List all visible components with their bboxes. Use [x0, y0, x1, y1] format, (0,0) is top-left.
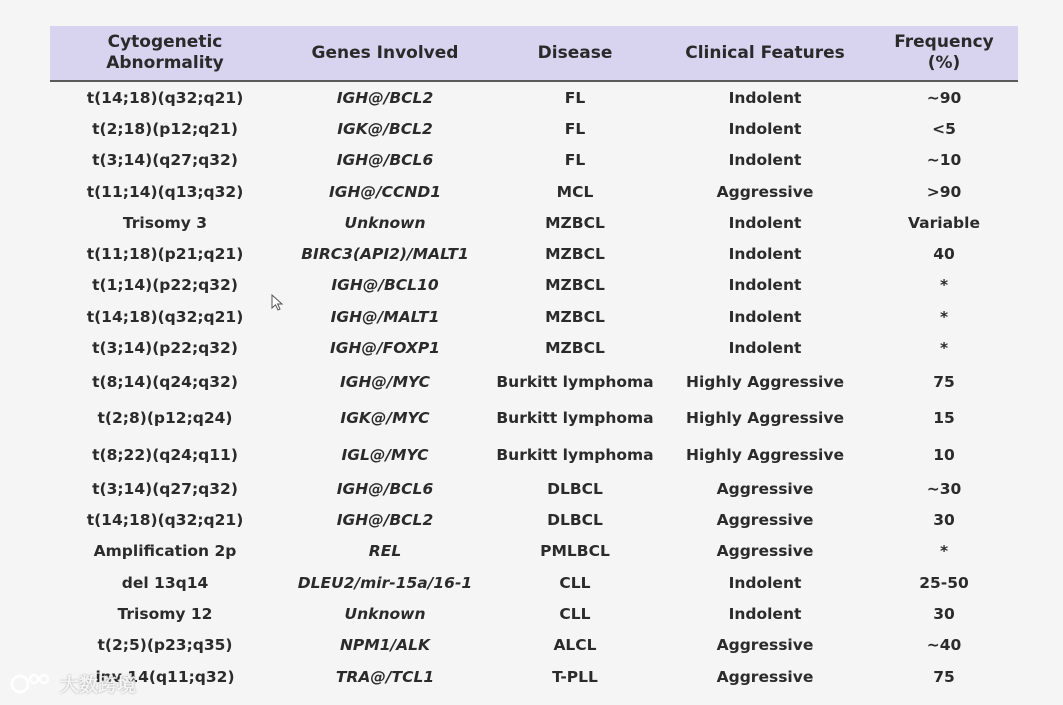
- table-row: [50, 567, 1018, 598]
- cell-abnormality: t(11;18)(p21;q21): [86, 245, 244, 264]
- header-disease: Disease: [490, 26, 660, 81]
- cell-abnormality: inv 14(q11;q32): [95, 667, 235, 686]
- cell-abnormality: Amplification 2p: [93, 542, 237, 561]
- cell-genes: IGH@/BCL6: [336, 151, 434, 170]
- cell-disease: CLL: [559, 605, 591, 623]
- table-row: [50, 400, 1018, 437]
- watermark-text: 大数跨境: [60, 673, 137, 696]
- header-frequency: Frequency (%): [870, 26, 1018, 81]
- cell-disease: Burkitt lymphoma: [496, 445, 654, 464]
- cell-abnormality: t(3;14)(q27;q32): [92, 151, 238, 170]
- cell-abnormality: t(11;14)(q13;q32): [86, 182, 244, 201]
- cell-genes: IGH@/BCL2: [336, 511, 434, 530]
- cell-disease: MZBCL: [545, 213, 605, 232]
- mouse-cursor-icon: [271, 294, 285, 312]
- header-row: [50, 26, 1018, 81]
- cell-clinical: Aggressive: [716, 542, 814, 561]
- cell-clinical: Aggressive: [716, 636, 814, 655]
- table-row: [50, 598, 1018, 629]
- cell-frequency: 10: [933, 445, 955, 464]
- cell-clinical: Highly Aggressive: [686, 445, 844, 464]
- cell-clinical: Aggressive: [716, 511, 814, 530]
- cell-clinical: Highly Aggressive: [686, 372, 844, 391]
- cell-genes: Unknown: [344, 213, 426, 232]
- cell-disease: DLBCL: [547, 479, 603, 498]
- cell-genes: IGH@/BCL2: [336, 88, 434, 107]
- cell-frequency: *: [939, 339, 949, 358]
- cell-clinical: Indolent: [728, 605, 802, 623]
- cell-clinical: Aggressive: [716, 182, 814, 201]
- cell-genes: IGH@/FOXP1: [330, 339, 440, 358]
- cell-clinical: Aggressive: [716, 667, 814, 686]
- table-row: [50, 301, 1018, 332]
- cell-abnormality: t(14;18)(q32;q21): [86, 307, 244, 326]
- cell-clinical: Indolent: [728, 276, 802, 295]
- cell-frequency: <5: [932, 119, 956, 138]
- cell-clinical: Indolent: [728, 151, 802, 170]
- cell-disease: MZBCL: [545, 245, 605, 264]
- table-row: [50, 176, 1018, 207]
- table-header: [50, 26, 1018, 81]
- cell-frequency: 75: [933, 667, 955, 686]
- cell-genes: IGL@/MYC: [341, 445, 429, 464]
- cell-disease: PMLBCL: [540, 542, 610, 561]
- table-body: [50, 81, 1018, 692]
- cell-frequency: Variable: [908, 213, 980, 232]
- table-row: [50, 332, 1018, 363]
- cell-frequency: 30: [933, 511, 955, 530]
- table-row: [50, 238, 1018, 269]
- cell-disease: MCL: [556, 182, 594, 201]
- cell-abnormality: t(1;14)(p22;q32): [92, 276, 238, 295]
- cytogenetics-table-container: [50, 26, 1018, 692]
- cell-genes: IGH@/MYC: [339, 372, 431, 391]
- table-row: [50, 113, 1018, 144]
- cell-genes: NPM1/ALK: [339, 636, 431, 655]
- table-row: [50, 473, 1018, 504]
- cell-frequency: >90: [926, 182, 962, 201]
- cell-abnormality: t(8;22)(q24;q11): [92, 445, 238, 464]
- cell-abnormality: t(3;14)(p22;q32): [92, 339, 238, 358]
- cell-clinical: Indolent: [728, 245, 802, 264]
- cell-frequency: ~40: [926, 636, 962, 655]
- cell-clinical: Indolent: [728, 119, 802, 138]
- cell-genes: IGK@/BCL2: [337, 119, 433, 138]
- cell-abnormality: t(2;18)(p12;q21): [92, 119, 238, 138]
- cell-clinical: Highly Aggressive: [686, 409, 844, 428]
- cell-genes: IGK@/MYC: [340, 409, 430, 428]
- header-abnormality: Cytogenetic Abnormality: [50, 26, 280, 81]
- cell-frequency: *: [939, 542, 949, 561]
- table-row: [50, 364, 1018, 401]
- header-clinical: Clinical Features: [660, 26, 870, 81]
- table-row: [50, 81, 1018, 113]
- cell-clinical: Indolent: [728, 307, 802, 326]
- cell-disease: CLL: [559, 573, 591, 592]
- watermark-logo-icon: [10, 671, 54, 695]
- cell-genes: IGH@/MALT1: [330, 307, 440, 326]
- header-genes: Genes Involved: [280, 26, 490, 81]
- table-row: [50, 630, 1018, 661]
- cell-genes: IGH@/BCL6: [336, 479, 434, 498]
- cell-disease: MZBCL: [545, 307, 605, 326]
- cell-genes: REL: [368, 542, 402, 561]
- cell-genes: IGH@/BCL10: [331, 276, 439, 295]
- cell-abnormality: t(8;14)(q24;q32): [92, 372, 238, 391]
- cell-genes: TRA@/TCL1: [335, 667, 435, 686]
- cell-frequency: ~30: [926, 479, 962, 498]
- cell-frequency: 15: [933, 409, 955, 428]
- cell-clinical: Indolent: [728, 573, 802, 592]
- table-row: [50, 145, 1018, 176]
- cell-clinical: Indolent: [728, 213, 802, 232]
- table-row: [50, 661, 1018, 692]
- cell-abnormality: t(14;18)(q32;q21): [86, 88, 244, 107]
- cell-disease: FL: [564, 119, 586, 138]
- cell-abnormality: t(2;5)(p23;q35): [97, 636, 233, 655]
- table-row: [50, 536, 1018, 567]
- cell-genes: DLEU2/mir-15a/16-1: [297, 573, 473, 592]
- cell-disease: Burkitt lymphoma: [496, 409, 654, 428]
- cell-frequency: 30: [933, 605, 955, 623]
- cell-disease: Burkitt lymphoma: [496, 372, 654, 391]
- cell-disease: ALCL: [553, 636, 597, 655]
- cytogenetics-table: [50, 26, 1018, 692]
- cell-genes: IGH@/CCND1: [329, 182, 441, 201]
- cell-abnormality: del 13q14: [121, 573, 209, 592]
- cell-disease: MZBCL: [545, 339, 605, 358]
- cell-frequency: 40: [933, 245, 955, 264]
- table-row: [50, 270, 1018, 301]
- cell-abnormality: Trisomy 3: [122, 213, 208, 232]
- table-row: [50, 437, 1018, 474]
- cell-abnormality: t(3;14)(q27;q32): [92, 479, 238, 498]
- cell-clinical: Indolent: [728, 88, 802, 107]
- cell-frequency: *: [939, 276, 949, 295]
- cell-abnormality: t(2;8)(p12;q24): [97, 409, 233, 428]
- table-row: [50, 207, 1018, 238]
- cell-disease: FL: [564, 88, 586, 107]
- cell-clinical: Aggressive: [716, 479, 814, 498]
- cell-disease: MZBCL: [545, 276, 605, 295]
- watermark: [10, 670, 136, 696]
- cell-disease: T-PLL: [552, 667, 598, 686]
- cell-disease: FL: [564, 151, 586, 170]
- cell-frequency: 25-50: [919, 573, 969, 592]
- cell-genes: Unknown: [344, 605, 426, 623]
- cell-genes: BIRC3(API2)/MALT1: [301, 245, 469, 264]
- cell-frequency: ~10: [926, 151, 962, 170]
- cell-disease: DLBCL: [547, 511, 603, 530]
- table-row: [50, 504, 1018, 535]
- cell-clinical: Indolent: [728, 339, 802, 358]
- cell-frequency: *: [939, 307, 949, 326]
- cell-abnormality: Trisomy 12: [117, 605, 213, 623]
- cell-abnormality: t(14;18)(q32;q21): [86, 511, 244, 530]
- cell-frequency: ~90: [926, 88, 962, 107]
- cell-frequency: 75: [933, 372, 955, 391]
